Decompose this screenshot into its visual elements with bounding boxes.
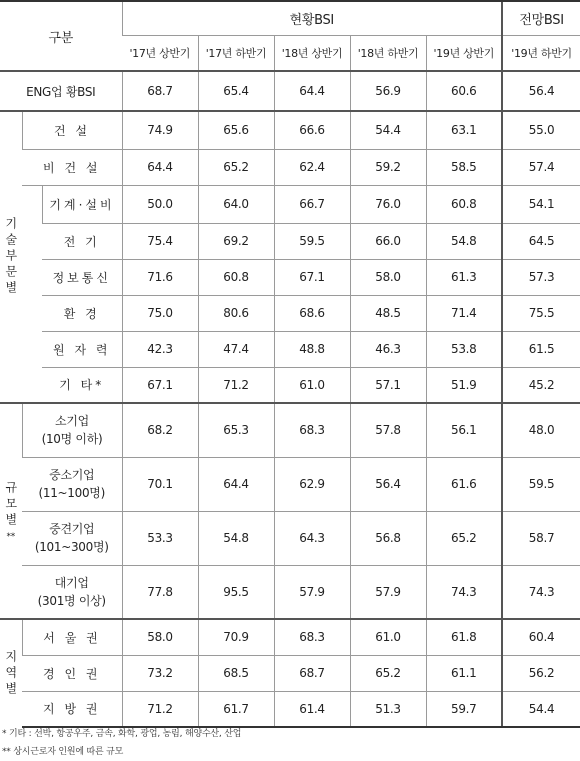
row-label-sub: (301명 이상) bbox=[37, 593, 106, 608]
row-label-sub: (11~100명) bbox=[38, 486, 105, 500]
indent-cell bbox=[22, 185, 42, 403]
value-cell: 50.0 bbox=[122, 185, 198, 223]
value-cell: 61.4 bbox=[274, 691, 350, 727]
table-row bbox=[0, 565, 580, 619]
value-cell: 45.2 bbox=[502, 367, 580, 403]
value-cell: 65.4 bbox=[198, 71, 274, 111]
row-label-sub: (101~300명) bbox=[34, 540, 109, 554]
value-cell: 71.4 bbox=[426, 295, 502, 331]
value-cell: 61.7 bbox=[198, 691, 274, 727]
table-row bbox=[0, 149, 580, 185]
table-row bbox=[0, 619, 580, 655]
value-cell: 65.6 bbox=[198, 111, 274, 149]
value-cell: 46.3 bbox=[350, 331, 426, 367]
table-row bbox=[0, 111, 580, 149]
value-cell: 51.9 bbox=[426, 367, 502, 403]
value-cell: 61.3 bbox=[426, 259, 502, 295]
group-label-tech: 기술부문별 bbox=[0, 111, 22, 403]
value-cell: 67.1 bbox=[122, 367, 198, 403]
value-cell: 61.8 bbox=[426, 619, 502, 655]
value-cell: 66.6 bbox=[274, 111, 350, 149]
value-cell: 66.0 bbox=[350, 223, 426, 259]
table-row bbox=[0, 185, 580, 223]
value-cell: 56.9 bbox=[350, 71, 426, 111]
value-cell: 66.7 bbox=[274, 185, 350, 223]
row-label: 기 타* bbox=[42, 367, 122, 403]
value-cell: 62.9 bbox=[274, 457, 350, 511]
value-cell: 57.3 bbox=[502, 259, 580, 295]
row-label: 건 설 bbox=[22, 111, 122, 149]
row-label: 경 인 권 bbox=[22, 655, 122, 691]
header-period: '18년 하반기 bbox=[350, 35, 426, 71]
group-label-region: 지역별 bbox=[0, 619, 22, 727]
value-cell: 67.1 bbox=[274, 259, 350, 295]
value-cell: 70.1 bbox=[122, 457, 198, 511]
value-cell: 54.8 bbox=[198, 511, 274, 565]
value-cell: 57.4 bbox=[502, 149, 580, 185]
table-row bbox=[0, 295, 580, 331]
value-cell: 65.3 bbox=[198, 403, 274, 457]
value-cell: 60.8 bbox=[426, 185, 502, 223]
group-label-size-text: 규모별 bbox=[3, 480, 18, 529]
value-cell: 74.3 bbox=[502, 565, 580, 619]
value-cell: 59.2 bbox=[350, 149, 426, 185]
value-cell: 54.8 bbox=[426, 223, 502, 259]
value-cell: 77.8 bbox=[122, 565, 198, 619]
value-cell: 57.9 bbox=[350, 565, 426, 619]
row-label-overall: ENG업 황BSI bbox=[0, 71, 122, 111]
value-cell: 65.2 bbox=[198, 149, 274, 185]
value-cell: 74.3 bbox=[426, 565, 502, 619]
value-cell: 58.7 bbox=[502, 511, 580, 565]
value-cell: 68.7 bbox=[122, 71, 198, 111]
value-cell: 59.5 bbox=[274, 223, 350, 259]
table-row bbox=[0, 259, 580, 295]
header-period: '17년 하반기 bbox=[198, 35, 274, 71]
value-cell: 42.3 bbox=[122, 331, 198, 367]
value-cell: 64.4 bbox=[198, 457, 274, 511]
value-cell: 59.7 bbox=[426, 691, 502, 727]
value-cell: 76.0 bbox=[350, 185, 426, 223]
value-cell: 64.3 bbox=[274, 511, 350, 565]
value-cell: 59.5 bbox=[502, 457, 580, 511]
value-cell: 75.0 bbox=[122, 295, 198, 331]
table-row bbox=[0, 223, 580, 259]
value-cell: 54.4 bbox=[502, 691, 580, 727]
table-row bbox=[0, 403, 580, 457]
row-label-sub: (10명 이하) bbox=[41, 432, 103, 447]
value-cell: 60.8 bbox=[198, 259, 274, 295]
row-label bbox=[22, 403, 122, 457]
value-cell: 53.8 bbox=[426, 331, 502, 367]
value-cell: 51.3 bbox=[350, 691, 426, 727]
value-cell: 68.6 bbox=[274, 295, 350, 331]
value-cell: 56.2 bbox=[502, 655, 580, 691]
value-cell: 65.2 bbox=[350, 655, 426, 691]
footnote-size: ** 상시근로자 인원에 따른 규모 bbox=[2, 747, 124, 757]
row-label: 환 경 bbox=[42, 295, 122, 331]
group-label-size bbox=[0, 403, 22, 619]
value-cell: 65.2 bbox=[426, 511, 502, 565]
value-cell: 74.9 bbox=[122, 111, 198, 149]
header-period: '18년 상반기 bbox=[274, 35, 350, 71]
row-label: 지 방 권 bbox=[22, 691, 122, 727]
table-row bbox=[0, 367, 580, 403]
value-cell: 63.1 bbox=[426, 111, 502, 149]
value-cell: 54.1 bbox=[502, 185, 580, 223]
value-cell: 64.5 bbox=[502, 223, 580, 259]
value-cell: 57.9 bbox=[274, 565, 350, 619]
value-cell: 70.9 bbox=[198, 619, 274, 655]
value-cell: 56.4 bbox=[350, 457, 426, 511]
table-row bbox=[0, 655, 580, 691]
row-label bbox=[22, 511, 122, 565]
value-cell: 58.0 bbox=[122, 619, 198, 655]
row-label bbox=[22, 565, 122, 619]
value-cell: 56.1 bbox=[426, 403, 502, 457]
row-label: 서 울 권 bbox=[22, 619, 122, 655]
header-period: '19년 하반기 bbox=[502, 35, 580, 71]
value-cell: 68.5 bbox=[198, 655, 274, 691]
table-row bbox=[0, 691, 580, 727]
value-cell: 68.7 bbox=[274, 655, 350, 691]
value-cell: 48.5 bbox=[350, 295, 426, 331]
footnote-etc: * 기타 : 선박, 항공우주, 금속, 화학, 광업, 농림, 해양수산, 산업 bbox=[2, 729, 242, 739]
group-label-size-mark: ** bbox=[6, 531, 15, 542]
value-cell: 56.4 bbox=[502, 71, 580, 111]
table-row bbox=[0, 71, 580, 111]
value-cell: 61.0 bbox=[274, 367, 350, 403]
table-row bbox=[0, 331, 580, 367]
value-cell: 71.6 bbox=[122, 259, 198, 295]
value-cell: 64.4 bbox=[274, 71, 350, 111]
value-cell: 61.1 bbox=[426, 655, 502, 691]
value-cell: 71.2 bbox=[198, 367, 274, 403]
table-row bbox=[0, 511, 580, 565]
value-cell: 62.4 bbox=[274, 149, 350, 185]
value-cell: 53.3 bbox=[122, 511, 198, 565]
value-cell: 68.3 bbox=[274, 619, 350, 655]
value-cell: 57.1 bbox=[350, 367, 426, 403]
value-cell: 58.0 bbox=[350, 259, 426, 295]
value-cell: 69.2 bbox=[198, 223, 274, 259]
value-cell: 48.8 bbox=[274, 331, 350, 367]
value-cell: 73.2 bbox=[122, 655, 198, 691]
header-outlook-bsi: 전망BSI bbox=[502, 1, 580, 35]
value-cell: 95.5 bbox=[198, 565, 274, 619]
row-label: 비 건 설 bbox=[22, 149, 122, 185]
value-cell: 61.5 bbox=[502, 331, 580, 367]
row-label-main: 중소기업 bbox=[49, 468, 95, 482]
value-cell: 61.6 bbox=[426, 457, 502, 511]
value-cell: 75.4 bbox=[122, 223, 198, 259]
value-cell: 57.8 bbox=[350, 403, 426, 457]
value-cell: 48.0 bbox=[502, 403, 580, 457]
value-cell: 56.8 bbox=[350, 511, 426, 565]
header-period: '17년 상반기 bbox=[122, 35, 198, 71]
row-label bbox=[22, 457, 122, 511]
value-cell: 68.3 bbox=[274, 403, 350, 457]
row-label-main: 중견기업 bbox=[49, 522, 95, 536]
row-label: 기계·설비 bbox=[42, 185, 122, 223]
value-cell: 71.2 bbox=[122, 691, 198, 727]
row-label-main: 소기업 bbox=[55, 414, 89, 429]
value-cell: 60.6 bbox=[426, 71, 502, 111]
row-label-main: 대기업 bbox=[54, 575, 89, 590]
value-cell: 61.0 bbox=[350, 619, 426, 655]
row-label: 전 기 bbox=[42, 223, 122, 259]
value-cell: 68.2 bbox=[122, 403, 198, 457]
value-cell: 64.4 bbox=[122, 149, 198, 185]
value-cell: 58.5 bbox=[426, 149, 502, 185]
value-cell: 60.4 bbox=[502, 619, 580, 655]
value-cell: 55.0 bbox=[502, 111, 580, 149]
row-label: 정보통신 bbox=[42, 259, 122, 295]
value-cell: 64.0 bbox=[198, 185, 274, 223]
value-cell: 75.5 bbox=[502, 295, 580, 331]
header-period: '19년 상반기 bbox=[426, 35, 502, 71]
table-row bbox=[0, 457, 580, 511]
row-label: 원 자 력 bbox=[42, 331, 122, 367]
header-current-bsi: 현황BSI bbox=[122, 1, 502, 35]
header-category: 구분 bbox=[0, 1, 122, 71]
value-cell: 47.4 bbox=[198, 331, 274, 367]
value-cell: 54.4 bbox=[350, 111, 426, 149]
value-cell: 80.6 bbox=[198, 295, 274, 331]
